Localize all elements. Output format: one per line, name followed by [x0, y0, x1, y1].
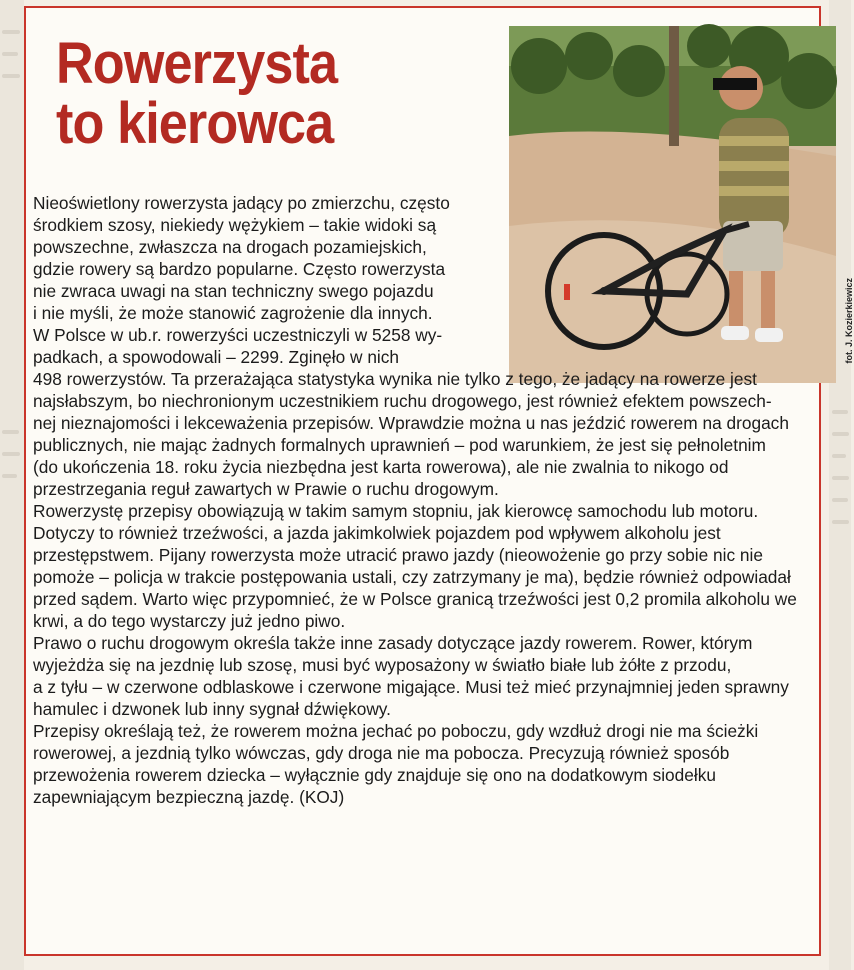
text-line: środkiem szosy, niekiedy wężykiem – takie widoki są	[33, 215, 437, 235]
text-line: wyjeżdża się na jezdnię lub szosę, musi być wyposażony w światło białe lub żółte z przodu,	[33, 655, 732, 675]
paragraph-1	[33, 192, 789, 500]
text-line: pomoże – policja w trakcie postępowania ustali, czy zatrzymany je ma), będzie również odpowiadał	[33, 567, 791, 587]
paragraph-3	[33, 632, 789, 720]
left-page-bleed	[0, 0, 24, 970]
title-line-2: to kierowca	[56, 91, 334, 156]
text-line: gdzie rowery są bardzo popularne. Często rowerzysta	[33, 259, 446, 279]
photo-credit: fot. J. Kozierkiewicz	[844, 278, 854, 364]
text-line: przestępstwem. Pijany rowerzysta może utracić prawo jazdy (nieowożenie go przy sobie nic nie	[33, 545, 763, 565]
article-title	[56, 31, 338, 156]
text-line: przestrzegania reguł zawartych w Prawie o ruchu drogowym.	[33, 479, 499, 499]
paragraph-2	[33, 500, 797, 632]
text-line: Rowerzystę przepisy obowiązują w takim samym stopniu, jak kierowcę samochodu lub motoru.	[33, 501, 759, 521]
text-line: (do ukończenia 18. roku życia niezbędna jest karta rowerowa), ale nie zwalnia to nikogo od	[33, 457, 729, 477]
text-line: Przepisy określają też, że rowerem można jechać po poboczu, gdy wzdłuż drogi nie ma ścieżki	[33, 721, 759, 741]
text-line: rowerowej, a jezdnią tylko wówczas, gdy droga nie ma pobocza. Precyzują również sposób	[33, 743, 730, 763]
text-line: Nieoświetlony rowerzysta jadący po zmierzchu, często	[33, 193, 450, 213]
text-line: publicznych, nie mając żadnych formalnych uprawnień – pod warunkiem, że jest się pełnoletnim	[33, 435, 766, 455]
text-line: a z tyłu – w czerwone odblaskowe i czerwone migające. Musi też mieć przynajmniej jeden sprawny	[33, 677, 789, 697]
text-line: Dotyczy to również trzeźwości, a jazda jakimkolwiek pojazdem pod wpływem alkoholu jest	[33, 523, 721, 543]
text-line: powszechne, zwłaszcza na drogach pozamiejskich,	[33, 237, 427, 257]
article-frame	[24, 6, 854, 956]
title-line-1: Rowerzysta	[56, 31, 338, 96]
text-line: nie zwraca uwagi na stan techniczny swego pojazdu	[33, 281, 434, 301]
text-line: 498 rowerzystów. Ta przerażająca statystyka wynika nie tylko z tego, że jadący na rowerze jest	[33, 369, 757, 389]
text-line: przed sądem. Warto więc przypomnieć, że w Polsce granicą trzeźwości jest 0,2 promila alkoholu we	[33, 589, 797, 609]
text-line: hamulec i dzwonek lub inny sygnał dźwiękowy.	[33, 699, 391, 719]
text-line: i nie myśli, że może stanowić zagrożenie dla innych.	[33, 303, 433, 323]
text-line: zapewniającym bezpieczną jazdę. (KOJ)	[33, 787, 345, 807]
text-line: padkach, a spowodowali – 2299. Zginęło w nich	[33, 347, 400, 367]
text-line: nej nieznajomości i lekceważenia przepisów. Wprawdzie można u nas jeździć rowerem na drogach	[33, 413, 789, 433]
paragraph-4	[33, 720, 758, 808]
text-line: krwi, a do tego wystarczy już jedno piwo.	[33, 611, 346, 631]
text-line: Prawo o ruchu drogowym określa także inne zasady dotyczące jazdy rowerem. Rower, którym	[33, 633, 753, 653]
text-line: W Polsce w ub.r. rowerzyści uczestniczyli w 5258 wy-	[33, 325, 443, 345]
text-line: przewożenia rowerem dziecka – wyłącznie gdy znajduje się ono na dodatkowym siodełku	[33, 765, 716, 785]
text-line: najsłabszym, bo niechronionym uczestnikiem ruchu drogowego, jest również efektem powszech-	[33, 391, 772, 411]
